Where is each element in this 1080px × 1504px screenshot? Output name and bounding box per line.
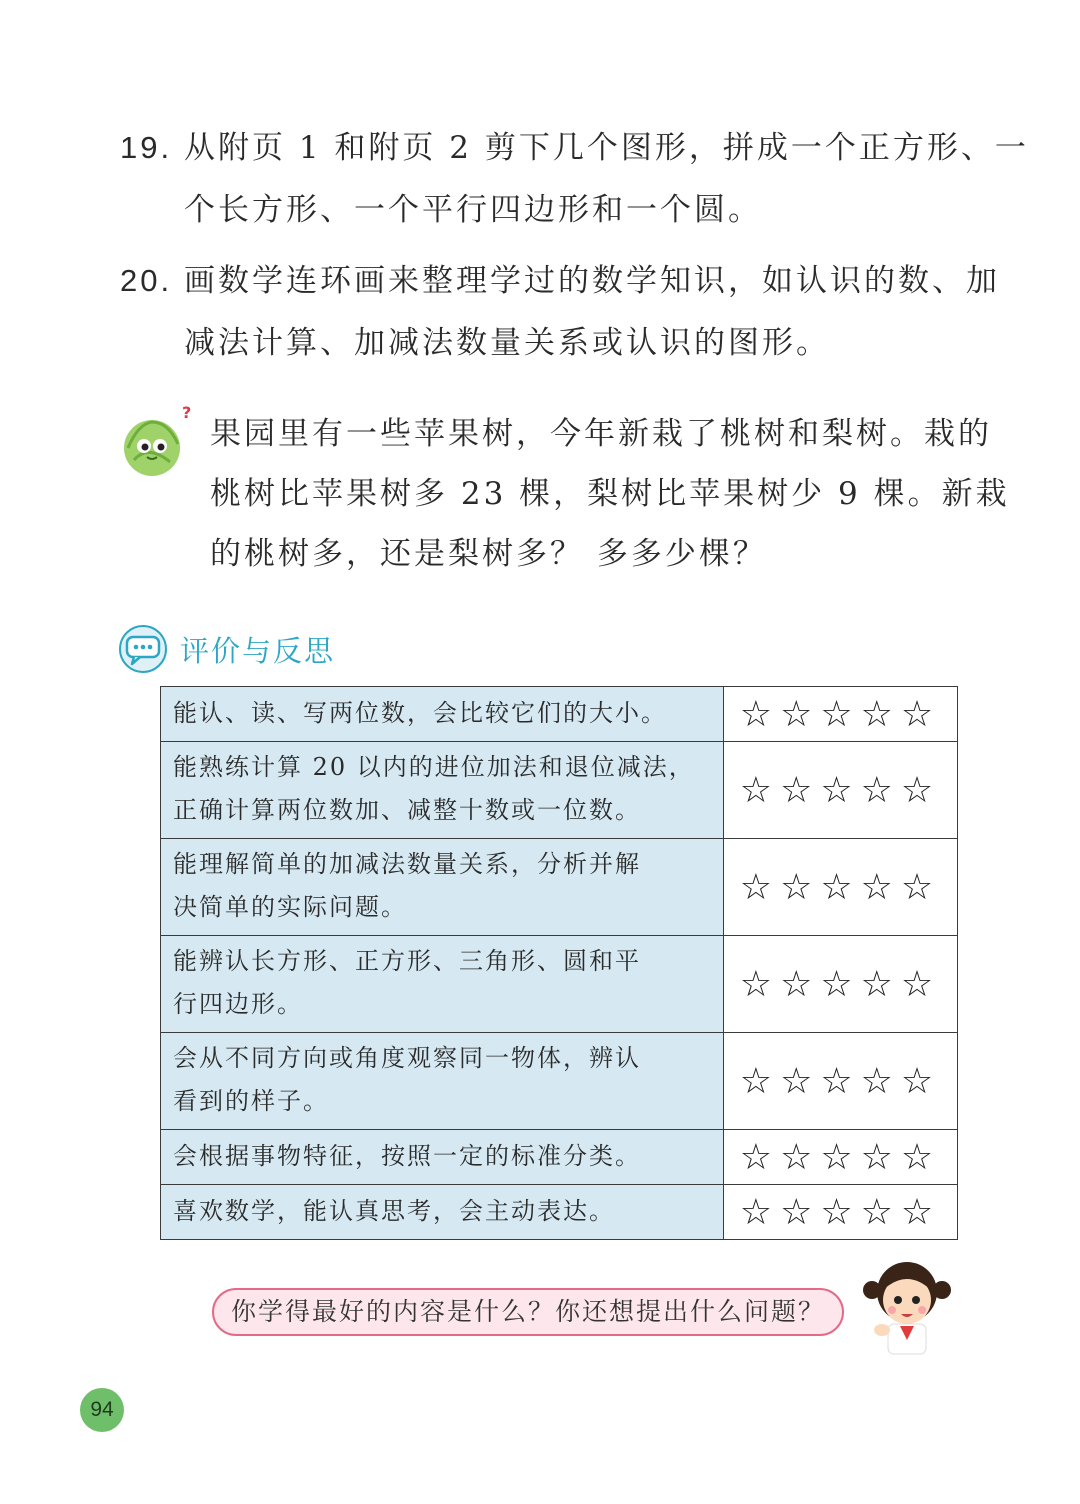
star-icon[interactable]: ☆ bbox=[780, 693, 821, 735]
page-number: 94 bbox=[80, 1388, 124, 1432]
star-icon[interactable]: ☆ bbox=[780, 1191, 821, 1233]
star-icon[interactable]: ☆ bbox=[860, 866, 901, 908]
chat-bubble-icon bbox=[118, 624, 168, 674]
star-rating[interactable] bbox=[724, 936, 958, 1033]
evaluation-row bbox=[161, 687, 958, 742]
star-icon[interactable]: ☆ bbox=[820, 693, 861, 735]
skill-text-line: 能辨认长方形、正方形、三角形、圆和平 bbox=[173, 947, 641, 975]
skill-text-line: 决简单的实际问题。 bbox=[173, 893, 407, 921]
question-number: 19. bbox=[120, 130, 173, 165]
section-heading bbox=[118, 624, 335, 674]
evaluation-row bbox=[161, 839, 958, 936]
star-icon[interactable]: ☆ bbox=[739, 963, 781, 1005]
skill-text-line: 看到的样子。 bbox=[173, 1087, 329, 1115]
star-icon[interactable]: ☆ bbox=[900, 693, 942, 735]
question-20 bbox=[120, 250, 1000, 374]
skill-text-line: 行四边形。 bbox=[173, 990, 303, 1018]
star-icon[interactable]: ☆ bbox=[739, 1191, 781, 1233]
cabbage-mascot-icon bbox=[118, 404, 194, 480]
star-icon[interactable]: ☆ bbox=[820, 963, 861, 1005]
skill-description bbox=[161, 839, 724, 936]
skill-description bbox=[161, 742, 724, 839]
star-icon[interactable]: ☆ bbox=[780, 1060, 821, 1102]
skill-text-line: 能理解简单的加减法数量关系，分析并解 bbox=[173, 850, 641, 878]
star-rating[interactable] bbox=[724, 1185, 958, 1240]
star-icon[interactable]: ☆ bbox=[820, 1136, 861, 1178]
star-icon[interactable]: ☆ bbox=[739, 866, 781, 908]
star-icon[interactable]: ☆ bbox=[739, 769, 781, 811]
evaluation-table bbox=[160, 686, 958, 1240]
star-icon[interactable]: ☆ bbox=[820, 1060, 861, 1102]
girl-character-icon bbox=[852, 1250, 962, 1360]
evaluation-row bbox=[161, 936, 958, 1033]
star-icon[interactable]: ☆ bbox=[860, 1136, 901, 1178]
question-text-line: 减法计算、加减法数量关系或认识的图形。 bbox=[184, 325, 830, 361]
speech-text: 你学得最好的内容是什么？你还想提出什么问题？ bbox=[230, 1297, 825, 1326]
star-icon[interactable]: ☆ bbox=[860, 1060, 901, 1102]
evaluation-row bbox=[161, 1033, 958, 1130]
star-icon[interactable]: ☆ bbox=[820, 866, 861, 908]
star-icon[interactable]: ☆ bbox=[780, 769, 821, 811]
question-19 bbox=[120, 117, 1029, 241]
star-rating[interactable] bbox=[724, 687, 958, 742]
skill-description bbox=[161, 936, 724, 1033]
star-icon[interactable]: ☆ bbox=[820, 1191, 861, 1233]
star-icon[interactable]: ☆ bbox=[900, 963, 942, 1005]
star-icon[interactable]: ☆ bbox=[739, 693, 781, 735]
skill-text-line: 能熟练计算 20 以内的进位加法和退位减法， bbox=[173, 753, 695, 781]
star-icon[interactable]: ☆ bbox=[739, 1136, 781, 1178]
evaluation-row bbox=[161, 1185, 958, 1240]
star-rating[interactable] bbox=[724, 742, 958, 839]
puzzle-text bbox=[210, 404, 1010, 584]
puzzle-line: 果园里有一些苹果树，今年新栽了桃树和梨树。栽的 bbox=[210, 416, 992, 452]
puzzle-line: 桃树比苹果树多 23 棵，梨树比苹果树少 9 棵。新栽 bbox=[210, 476, 1010, 512]
skill-text-line: 会从不同方向或角度观察同一物体，辨认 bbox=[173, 1044, 641, 1072]
star-icon[interactable]: ☆ bbox=[860, 963, 901, 1005]
star-icon[interactable]: ☆ bbox=[900, 769, 942, 811]
star-icon[interactable]: ☆ bbox=[900, 1060, 942, 1102]
skill-description bbox=[161, 1185, 724, 1240]
star-icon[interactable]: ☆ bbox=[860, 769, 901, 811]
speech-bubble bbox=[212, 1288, 844, 1336]
star-rating[interactable] bbox=[724, 1033, 958, 1130]
star-icon[interactable]: ☆ bbox=[900, 1191, 942, 1233]
skill-description bbox=[161, 1033, 724, 1130]
star-rating[interactable] bbox=[724, 839, 958, 936]
star-icon[interactable]: ☆ bbox=[860, 1191, 901, 1233]
skill-text-line: 正确计算两位数加、减整十数或一位数。 bbox=[173, 796, 641, 824]
question-text-line: 个长方形、一个平行四边形和一个圆。 bbox=[184, 192, 762, 228]
star-icon[interactable]: ☆ bbox=[900, 1136, 942, 1178]
star-icon[interactable]: ☆ bbox=[900, 866, 942, 908]
question-text-line: 从附页 1 和附页 2 剪下几个图形，拼成一个正方形、一 bbox=[184, 130, 1029, 166]
evaluation-row bbox=[161, 742, 958, 839]
section-title: 评价与反思 bbox=[180, 633, 336, 668]
skill-text-line: 喜欢数学，能认真思考，会主动表达。 bbox=[173, 1196, 615, 1225]
star-rating[interactable] bbox=[724, 1130, 958, 1185]
star-icon[interactable]: ☆ bbox=[820, 769, 861, 811]
evaluation-row bbox=[161, 1130, 958, 1185]
puzzle-line: 的桃树多，还是梨树多？ 多多少棵？ bbox=[210, 536, 767, 572]
star-icon[interactable]: ☆ bbox=[780, 963, 821, 1005]
star-icon[interactable]: ☆ bbox=[780, 1136, 821, 1178]
skill-description bbox=[161, 687, 724, 742]
skill-text-line: 会根据事物特征，按照一定的标准分类。 bbox=[173, 1141, 641, 1170]
star-icon[interactable]: ☆ bbox=[739, 1060, 781, 1102]
question-text-line: 画数学连环画来整理学过的数学知识，如认识的数、加 bbox=[184, 263, 1000, 299]
skill-text-line: 能认、读、写两位数，会比较它们的大小。 bbox=[173, 698, 667, 727]
star-icon[interactable]: ☆ bbox=[860, 693, 901, 735]
skill-description bbox=[161, 1130, 724, 1185]
star-icon[interactable]: ☆ bbox=[780, 866, 821, 908]
svg-text:?: ? bbox=[182, 404, 192, 422]
question-number: 20. bbox=[120, 263, 173, 298]
